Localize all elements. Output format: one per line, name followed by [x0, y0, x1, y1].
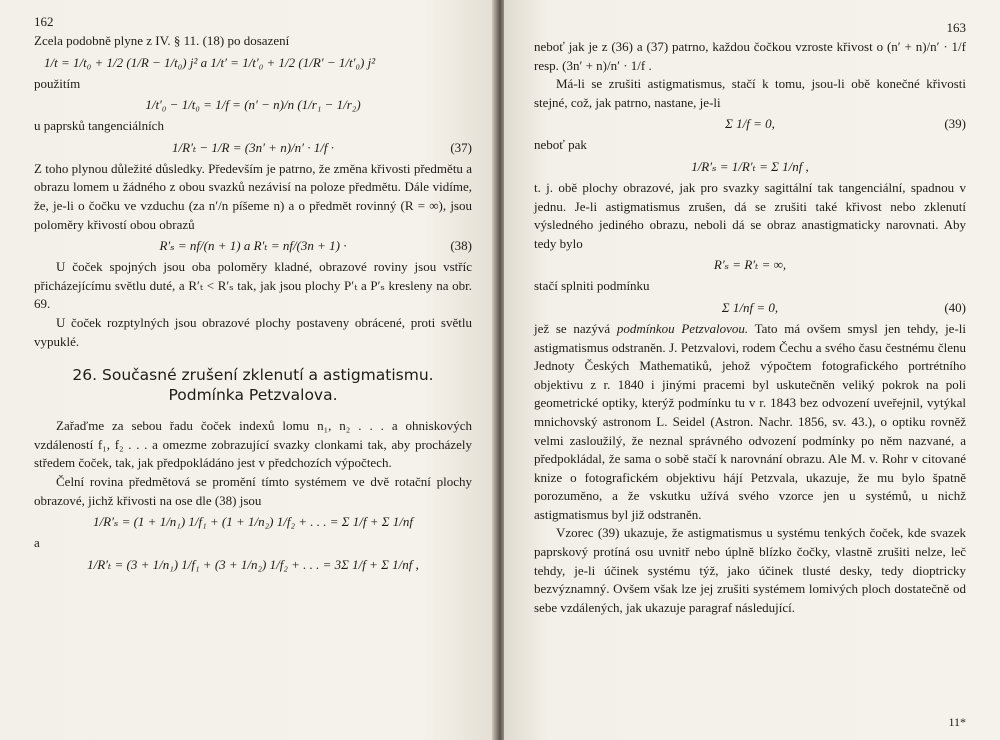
- paragraph: Z toho plynou důležité důsledky. Především je patrno, že změna křivosti předmětu a obrazu lomem u žádného z obou svazků nezávisí na poloze předmětu. Dále vidíme, že, je-li o čočku ve vzduchu (za n′/n píšeme n) a o předmět rovinný (R = ∞), jsou poloměry křivostí obou obrazů: [34, 160, 472, 232]
- equation-text: 1/t = 1/t₀ + 1/2 (1/R − 1/t₀) j² a 1/t′ = 1/t′₀ + 1/2 (1/R′ − 1/t′₀) j²: [44, 54, 376, 70]
- equation-39: [534, 115, 966, 133]
- left-page: [0, 0, 496, 740]
- equation-a: [34, 54, 472, 72]
- equation-37: [34, 139, 472, 157]
- paragraph: Zcela podobně plyne z IV. § 11. (18) po dosazení: [34, 33, 290, 48]
- right-page: [504, 0, 1000, 740]
- equation-number: (38): [450, 238, 472, 254]
- equation-text: 1/R′ₜ = (3 + 1/n₁) 1/f₁ + (3 + 1/n₂) 1/f₂ + . . . = 3Σ 1/f + Σ 1/nf ,: [87, 556, 419, 572]
- equation-c: [534, 158, 966, 176]
- section-heading: [34, 365, 472, 405]
- equation-number: (37): [450, 139, 472, 155]
- page-number: 162: [34, 14, 54, 29]
- equation-number: (39): [944, 116, 966, 132]
- section-subtitle: Podmínka Petzvalova.: [168, 386, 338, 405]
- equation-sagittal: [34, 513, 472, 531]
- paragraph: u paprsků tangenciálních: [34, 118, 164, 134]
- signature-mark: 11*: [948, 715, 966, 729]
- equation-text: 1/R′ₛ = 1/R′ₜ = Σ 1/nf ,: [691, 158, 809, 174]
- paragraph: neboť jak je z (36) a (37) patrno, každou čočkou vzroste křivost o (n′ + n)/n′ · 1/f resp. (3n′ + n)/n′ · 1/f .: [534, 39, 966, 73]
- paragraph: Čelní rovina předmětová se promění tímto systémem ve dvě rotační plochy obrazové, jichž křivosti na ose dle (38) jsou: [34, 473, 472, 508]
- equation-text: Σ 1/nf = 0,: [721, 299, 779, 315]
- equation-d: [534, 256, 966, 274]
- paragraph: stačí splniti podmínku: [534, 278, 650, 294]
- paragraph: [534, 320, 966, 525]
- text-run: Tato má ovšem smysl jen tehdy, je-li astigmatismus odstraněn. J. Petzvalovi, rodem Čechu a svého času čestnému členu Jednoty Českých Mathematiků, jehož výpočtem fotografického portrétního objektivu z r. 1840 i jinými pracemi byl uskutečněn veliký pokrok na poli geometrické optiky, kterýž podmínku tu v r. 1843 bez odvození uveřejnil, vytýkal mnichovský astronom L. Seidel (Astron. Nachr. 1856, sv. 43.), o optiku rovněž velmi zasloužilý, že neznal správného odvození podmínky po něm nazvané, a předpokládal, že sama o sobě stačí k narovnání obrazu. Ale M. v. Rohr v citované knize o fotografickém objektivu hájí Petzvala, ukazuje, že mu bylo špatně porozuměno, a že vskutku užívá svého vzorce jen u systémů, u nichž astigmatismus byl již odstraněn.: [534, 320, 966, 522]
- equation-text: R′ₛ = nf/(n + 1) a R′ₜ = nf/(3n + 1) ·: [159, 238, 347, 254]
- emphasis-term: podmínkou Petzvalovou.: [616, 320, 749, 336]
- equation-number: (40): [944, 299, 966, 315]
- equation-text: Σ 1/f = 0,: [725, 116, 775, 132]
- paragraph: U čoček rozptylných jsou obrazové plochy postaveny obrácené, proti světlu vypuklé.: [34, 314, 472, 349]
- equation-38: [34, 237, 472, 255]
- equation-text: 1/R′ₜ − 1/R = (3n′ + n)/n′ · 1/f ·: [172, 139, 334, 155]
- equation-b: [34, 96, 472, 114]
- page-number: 163: [946, 20, 966, 35]
- paragraph: použitím: [34, 75, 81, 91]
- paragraph: Zařaďme za sebou řadu čoček indexů lomu n₁, n₂ . . . a ohniskových vzdáleností f₁, f₂ . . . a omezme zobrazující svazky clonkami tak, aby procházely středem čoček, tak, jak předpokládáno jest v předchozích výpočtech.: [34, 418, 472, 471]
- paragraph: U čoček spojných jsou oba poloměry kladné, obrazové roviny jsou vstříc přicházejícímu světlu duté, a R′ₜ < R′ₛ tak, jak jsou plochy P′ₜ a P′ₛ kresleny na obr. 69.: [34, 259, 472, 312]
- paragraph: Má-li se zrušiti astigmatismus, stačí k tomu, jsou-li obě konečné křivosti stejné, což, jak patrno, nastane, je-li: [534, 76, 966, 110]
- equation-text: R′ₛ = R′ₜ = ∞,: [713, 257, 787, 273]
- text-run: jež se nazývá: [534, 320, 617, 336]
- conjunction-label: a: [34, 535, 40, 551]
- paragraph: t. j. obě plochy obrazové, jak pro svazky sagittální tak tangenciální, spadnou v jednu. Je-li astigmatismus zrušen, dá se zrušiti také křivost nebo zklenutí výsledného jediného obrazu, neboli dá se obraz anastigmaticky narovnati. Aby tedy bylo: [534, 179, 966, 251]
- paragraph: neboť pak: [534, 137, 587, 153]
- section-title: 26. Současné zrušení zklenutí a astigmatismu.: [72, 366, 434, 385]
- equation-tangential: [34, 556, 472, 574]
- paragraph: Vzorec (39) ukazuje, že astigmatismus u systému tenkých čoček, kde svazek paprskový protíná osu uvnitř nebo úplně blízko čočky, vlastně zrušiti nelze, leč tehdy, je-li účinek systému týž, jako účinek tlusté desky, tedy dioptricky bezvýznamný. Ovšem však lze jej zrušiti systémem lomivých ploch dostatečně od sebe vzdálených, jak ukazuje paragraf následující.: [534, 525, 966, 615]
- equation-40: [534, 299, 966, 317]
- equation-text: 1/t′₀ − 1/t₀ = 1/f = (n′ − n)/n (1/r₁ − 1/r₂): [145, 97, 361, 113]
- equation-text: 1/R′ₛ = (1 + 1/n₁) 1/f₁ + (1 + 1/n₂) 1/f₂ + . . . = Σ 1/f + Σ 1/nf: [93, 514, 413, 530]
